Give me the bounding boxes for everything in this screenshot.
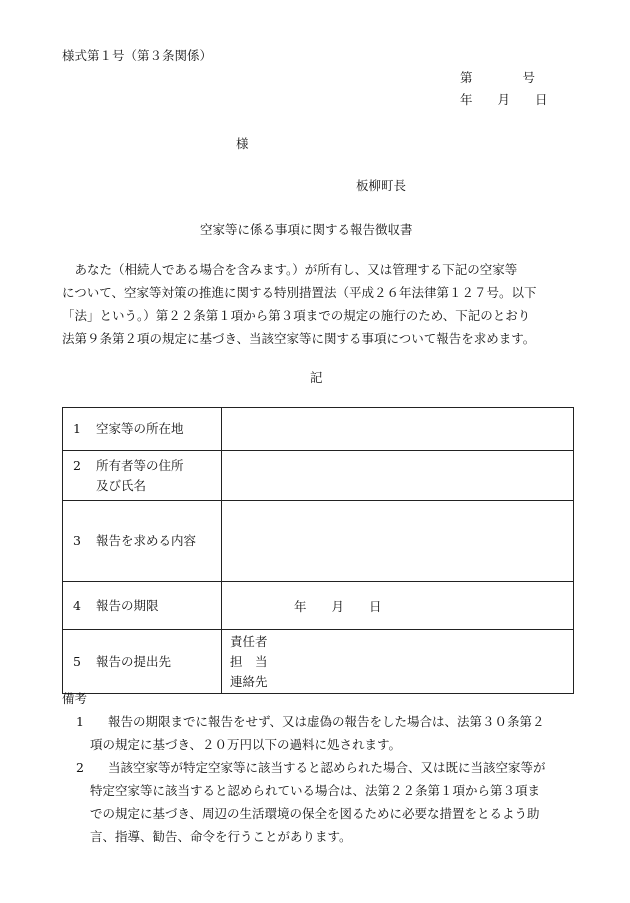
document-title: 空家等に係る事項に関する報告徴収書 <box>200 222 413 237</box>
note-line: 言、指導、勧告、命令を行うことがあります。 <box>90 829 352 844</box>
note-item <box>62 710 582 756</box>
table-row <box>63 501 574 582</box>
row-label: 報告の期限 <box>96 597 159 613</box>
note-line: 当該空家等が特定空家等に該当すると認められた場合、又は既に当該空家等が <box>108 760 546 775</box>
note-number: 2 <box>76 760 84 775</box>
row-label-continued: 及び氏名 <box>96 477 147 493</box>
contact-person-label: 担 当 <box>230 653 268 669</box>
body-line: について、空家等対策の推進に関する特別措置法（平成２６年法律第１２７号。以下 <box>62 285 537 300</box>
request-content-cell[interactable] <box>222 501 574 582</box>
row-number: 5 <box>73 653 81 669</box>
table-row <box>63 630 574 694</box>
body-line: 法第９条第２項の規定に基づき、当該空家等に関する事項について報告を求めます。 <box>62 331 536 346</box>
owner-value-cell[interactable] <box>222 451 574 501</box>
addressee-suffix: 様 <box>236 136 249 151</box>
submission-contact-cell[interactable] <box>222 630 574 694</box>
notes-heading: 備考 <box>62 691 88 706</box>
location-value-cell[interactable] <box>222 408 574 451</box>
body-paragraph <box>62 258 582 350</box>
row-label: 報告を求める内容 <box>96 533 197 548</box>
row-label-cell <box>63 501 222 582</box>
row-label-cell <box>63 630 222 694</box>
form-label: 様式第１号（第３条関係） <box>62 48 213 63</box>
row-label: 報告の提出先 <box>96 653 172 669</box>
row-label: 所有者等の住所 <box>96 457 184 473</box>
row-number: 1 <box>73 421 81 436</box>
contact-phone-label: 連絡先 <box>230 673 268 689</box>
row-number: 3 <box>73 533 81 548</box>
body-line: あなた（相続人である場合を含みます。）が所有し、又は管理する下記の空家等 <box>62 262 518 277</box>
report-form-table <box>62 407 574 694</box>
table-row <box>63 451 574 501</box>
row-label-cell <box>63 408 222 451</box>
note-line: 報告の期限までに報告をせず、又は虚偽の報告をした場合は、法第３０条第２ <box>108 714 545 729</box>
note-line: 項の規定に基づき、２０万円以下の過料に処されます。 <box>90 737 402 752</box>
row-number: 2 <box>73 457 81 473</box>
issuer-name: 板柳町長 <box>356 178 407 193</box>
deadline-date-placeholder: 年 月 日 <box>294 598 382 614</box>
note-line: での規定に基づき、周辺の生活環境の保全を図るために必要な措置をとるよう助 <box>90 806 540 821</box>
note-number: 1 <box>76 714 84 729</box>
row-label: 空家等の所在地 <box>96 421 184 436</box>
body-line: 「法」という。）第２２条第１項から第３項までの規定の施行のため、下記のとおり <box>62 308 531 323</box>
contact-responsible-label: 責任者 <box>230 633 268 649</box>
row-number: 4 <box>73 597 81 613</box>
deadline-value-cell[interactable] <box>222 582 574 630</box>
ki-heading: 記 <box>310 370 323 385</box>
notes-section <box>62 688 582 848</box>
document-date: 年 月 日 <box>460 92 548 107</box>
table-row <box>63 408 574 451</box>
table-row <box>63 582 574 630</box>
row-label-cell <box>63 451 222 501</box>
row-label-cell <box>63 582 222 630</box>
note-line: 特定空家等に該当すると認められている場合は、法第２２条第１項から第３項ま <box>90 783 541 798</box>
note-item <box>62 756 582 848</box>
document-number: 第 号 <box>460 70 536 85</box>
